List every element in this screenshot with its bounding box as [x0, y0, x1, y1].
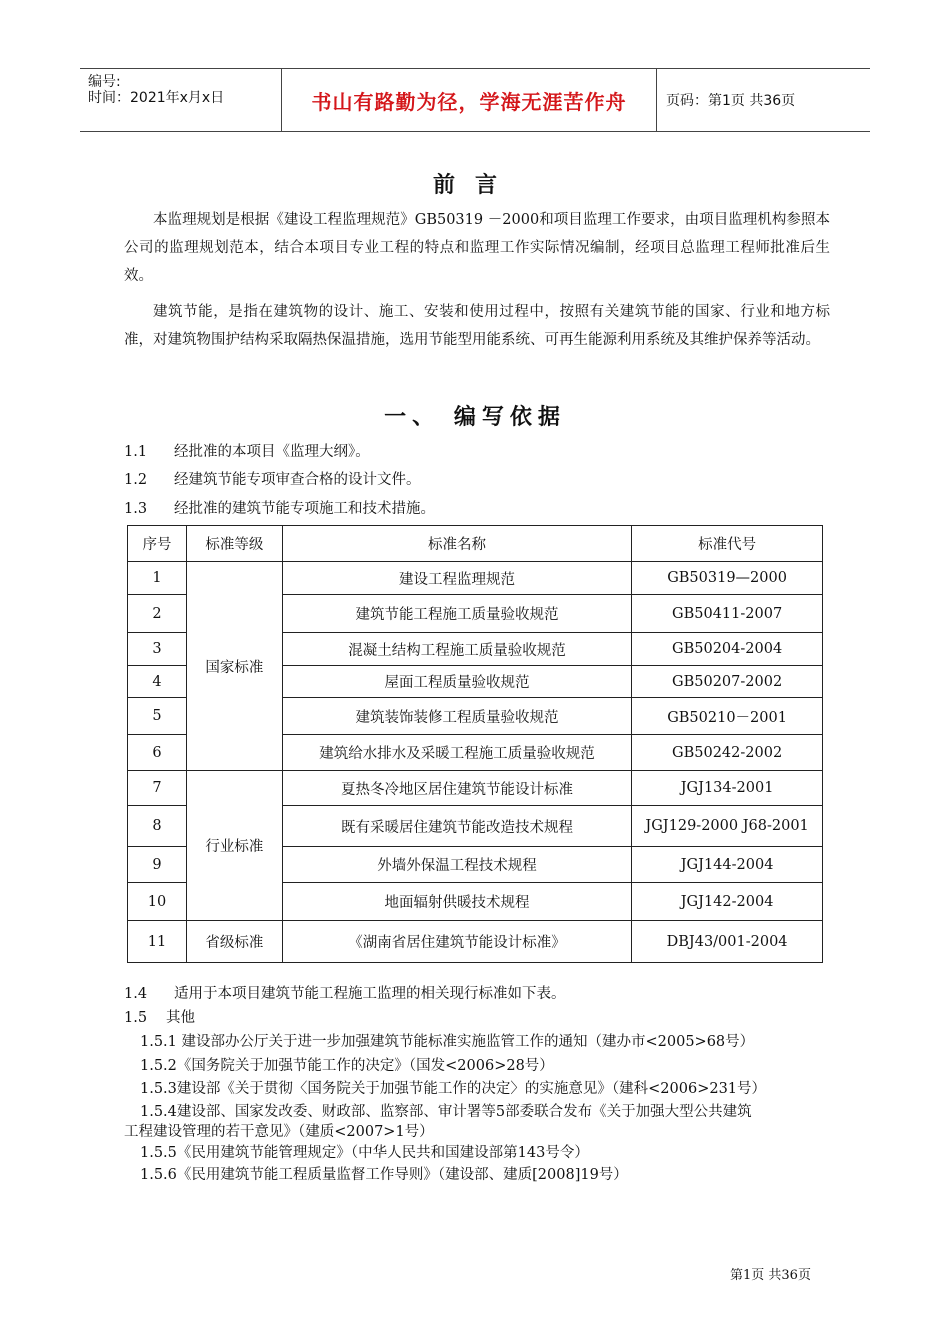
- sub-list-item: 1.5.6《民用建筑节能工程质量监督工作导则》（建设部、建质[2008]19号）: [140, 1167, 628, 1183]
- sub-list-item: 1.5.5《民用建筑节能管理规定》（中华人民共和国建设部第143号令）: [140, 1145, 589, 1161]
- sub-list-item: 工程建设管理的若干意见》（建质<2007>1号）: [124, 1124, 434, 1140]
- table-row: 10 地面辐射供暖技术规程 JGJ142-2004: [128, 883, 823, 921]
- table-row: 8 既有采暖居住建筑节能改造技术规程 JGJ129-2000 J68-2001: [128, 806, 823, 847]
- preface-paragraph-2: 建筑节能，是指在建筑物的设计、施工、安装和使用过程中，按照有关建筑节能的国家、行业和地方标准，对建筑物围护结构采取隔热保温措施，选用节能型用能系统、可再生能源利用系统及其维护保养等活动。: [124, 304, 830, 348]
- header-motto: 书山有路勤为径，学海无涯苦作舟: [311, 89, 627, 114]
- list-item: 1.1 经批准的本项目《监理大纲》。: [124, 444, 370, 460]
- col-header-level: 标准等级: [186, 526, 282, 562]
- header-meta-cell: [80, 69, 280, 131]
- sub-list-item: 1.5.1 建设部办公厅关于进一步加强建筑节能标准实施监管工作的通知（建办市<2005>68号）: [140, 1034, 755, 1050]
- sub-list-item: 1.5.3建设部《关于贯彻〈国务院关于加强节能工作的决定〉的实施意见》（建科<2006>231号）: [140, 1081, 767, 1097]
- group-provincial: 省级标准: [186, 921, 282, 963]
- footer-page-number: 第1页 共36页: [730, 1268, 811, 1283]
- doc-number-label: 编号:: [88, 74, 121, 90]
- list-item: 1.2 经建筑节能专项审查合格的设计文件。: [124, 472, 421, 488]
- col-header-no: 序号: [128, 526, 187, 562]
- sub-list-item: 1.5.2《国务院关于加强节能工作的决定》（国发<2006>28号）: [140, 1058, 554, 1074]
- list-item: 1.3 经批准的建筑节能专项施工和技术措施。: [124, 501, 435, 517]
- section-title: 一、 编写依据: [384, 404, 566, 430]
- table-row: 4 屋面工程质量验收规范 GB50207-2002: [128, 666, 823, 698]
- preface-paragraph-1: 本监理规划是根据《建设工程监理规范》GB50319 －2000和项目监理工作要求，由项目监理机构参照本公司的监理规划范本，结合本项目专业工程的特点和监理工作实际情况编制，经项目总监理工程师批准后生效。: [124, 212, 830, 284]
- doc-time-label: 时间：2021年x月x日: [88, 90, 225, 106]
- list-item: 1.5 其他: [124, 1010, 195, 1026]
- table-row: 6 建筑给水排水及采暖工程施工质量验收规范 GB50242-2002: [128, 735, 823, 771]
- table-row: 7 行业标准 夏热冬冷地区居住建筑节能设计标准 JGJ134-2001: [128, 771, 823, 806]
- table-row: 5 建筑装饰装修工程质量验收规范 GB50210－2001: [128, 698, 823, 735]
- table-header-row: [128, 526, 823, 562]
- table-row: 1 国家标准 建设工程监理规范 GB50319—2000: [128, 562, 823, 595]
- table-row: 9 外墙外保温工程技术规程 JGJ144-2004: [128, 847, 823, 883]
- table-row: 3 混凝土结构工程施工质量验收规范 GB50204-2004: [128, 633, 823, 666]
- preface-title: 前言: [432, 172, 517, 198]
- sub-list-item: 1.5.4建设部、国家发改委、财政部、监察部、审计署等5部委联合发布《关于加强大型公共建筑: [140, 1104, 752, 1120]
- header-motto-cell: [281, 69, 657, 131]
- col-header-code: 标准代号: [632, 526, 823, 562]
- table-row: 11 省级标准 《湖南省居住建筑节能设计标准》 DBJ43/001-2004: [128, 921, 823, 963]
- col-header-name: 标准名称: [282, 526, 631, 562]
- standards-table: [127, 525, 823, 963]
- header-page-number: 页码：第1页 共36页: [666, 93, 796, 109]
- header-page-cell: [656, 69, 870, 131]
- group-industry: 行业标准: [186, 771, 282, 921]
- table-row: 2 建筑节能工程施工质量验收规范 GB50411-2007: [128, 595, 823, 633]
- page-header: [80, 68, 870, 132]
- list-item: 1.4 适用于本项目建筑节能工程施工监理的相关现行标准如下表。: [124, 986, 566, 1002]
- group-national: 国家标准: [186, 562, 282, 771]
